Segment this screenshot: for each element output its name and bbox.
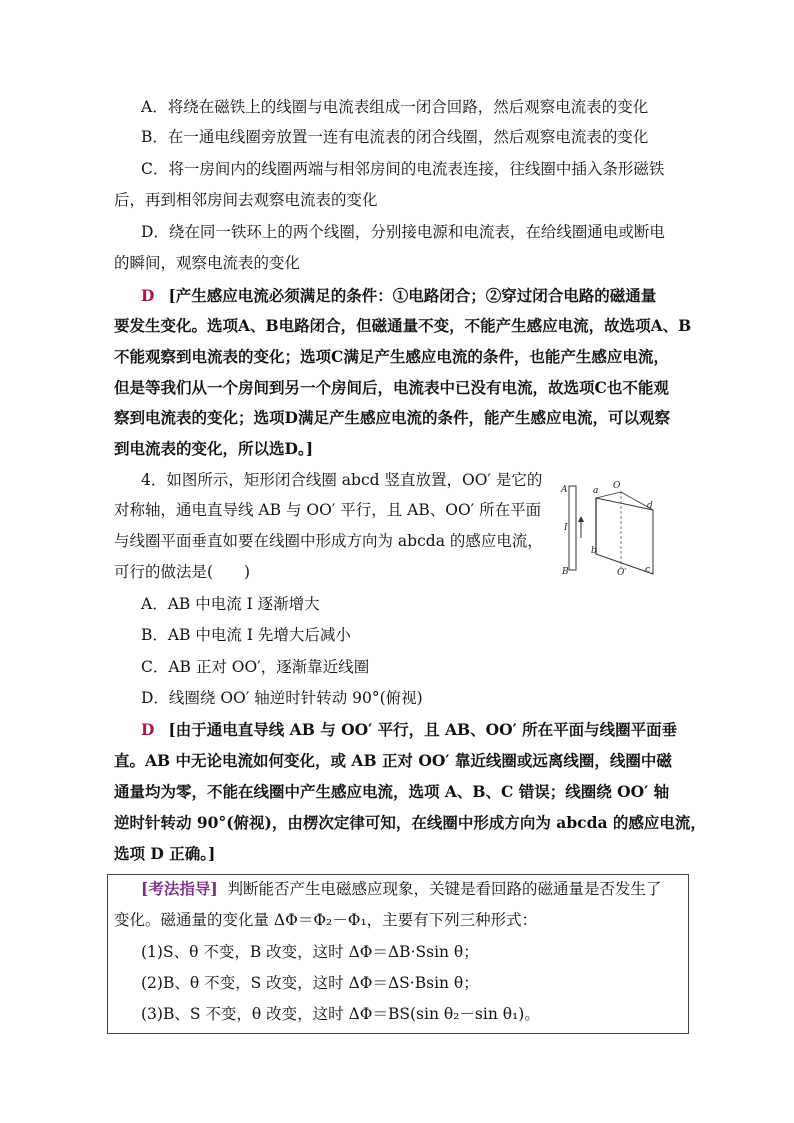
label-c: c (645, 565, 651, 575)
q3-explanation-line2: 要发生变化。选项A、B电路闭合，但磁通量不变，不能产生感应电流，故选项A、B (114, 316, 692, 335)
q4-explanation-text-1: [由于通电直导线 AB 与 OO′ 平行，且 AB、OO′ 所在平面与线圈平面垂 (168, 720, 678, 739)
q3-option-c-line2: 后，再到相邻房间去观察电流表的变化 (114, 191, 378, 209)
coil-abcd (596, 498, 653, 574)
q3-explanation-line5: 察到电流表的变化；选项D满足产生感应电流的条件，能产生感应电流，可以观察 (114, 408, 670, 427)
q4-explanation-line3: 通量均为零，不能在线圈中产生感应电流，选项 A、B、C 错误；线圈绕 OO′ 轴 (114, 782, 670, 801)
tip-line1 (141, 878, 662, 900)
q3-explanation-line4: 但是等我们从一个房间到另一个房间后，电流表中已没有电流，故选项C也不能观 (114, 378, 669, 397)
q4-option-a: A．AB 中电流 I 逐渐增大 (141, 595, 320, 613)
q3-explanation-line3: 不能观察到电流表的变化；选项C满足产生感应电流的条件，也能产生感应电流， (114, 347, 669, 366)
tip-tag: [考法指导] (141, 879, 218, 898)
tip-line2: 变化。磁通量的变化量 ΔΦ＝Φ₂－Φ₁，主要有下列三种形式： (114, 911, 538, 929)
tip-line1-text: 判断能否产生电磁感应现象，关键是看回路的磁通量是否发生了 (227, 880, 662, 898)
q4-stem-line4: 可行的做法是( ) (114, 563, 251, 581)
q4-stem-line3: 与线圈平面垂直如要在线圈中形成方向为 abcda 的感应电流， (114, 532, 543, 550)
q4-figure-coil-and-wire (555, 478, 675, 578)
q4-explanation-line4: 逆时针转动 90°(俯视)，由楞次定律可知，在线圈中形成方向为 abcda 的感应电流， (114, 813, 706, 832)
label-d: d (647, 501, 653, 511)
q4-stem-line1: 4．如图所示，矩形闭合线圈 abcd 竖直放置，OO′ 是它的 (141, 471, 543, 489)
wire-ab (569, 486, 576, 570)
q3-explanation-line1 (141, 285, 656, 307)
label-I: I (564, 523, 568, 533)
q3-explanation-text-1: [产生感应电流必须满足的条件：①电路闭合；②穿过闭合电路的磁通量 (168, 286, 657, 305)
q3-option-c-line1: C．将一房间内的线圈两端与相邻房间的电流表连接，往线圈中插入条形磁铁 (141, 160, 665, 178)
q4-option-c: C．AB 正对 OO′，逐渐靠近线圈 (141, 658, 370, 676)
q3-option-d-line1: D．绕在同一铁环上的两个线圈，分别接电源和电流表，在给线圈通电或断电 (141, 223, 665, 241)
q4-option-b: B．AB 中电流 I 先增大后减小 (141, 626, 351, 644)
label-a: a (593, 486, 599, 496)
q3-option-d-line2: 的瞬间，观察电流表的变化 (114, 254, 301, 272)
current-arrowhead (578, 516, 584, 522)
q4-explanation-line5: 选项 D 正确。] (114, 844, 216, 863)
q3-option-a: A．将绕在磁铁上的线圈与电流表组成一闭合回路，然后观察电流表的变化 (141, 98, 649, 116)
tip-case-2: (2)B、θ 不变，S 改变，这时 ΔΦ＝ΔS·Bsin θ； (141, 974, 479, 992)
q4-stem-line2: 对称轴，通电直导线 AB 与 OO′ 平行，且 AB、OO′ 所在平面 (114, 501, 542, 519)
label-b: b (591, 546, 597, 556)
q4-explanation-line1 (141, 719, 677, 741)
label-O-prime: O′ (617, 568, 627, 578)
q4-explanation-line2: 直。AB 中无论电流如何变化，或 AB 正对 OO′ 靠近线圈或远离线圈，线圈中磁 (114, 751, 672, 770)
q3-option-b: B．在一通电线圈旁放置一连有电流表的闭合线圈，然后观察电流表的变化 (141, 128, 649, 146)
q3-answer-letter: D (141, 286, 155, 305)
tip-case-3: (3)B、S 不变，θ 改变，这时 ΔΦ＝BS(sin θ₂－sin θ₁)。 (141, 1005, 540, 1023)
q4-answer-letter: D (141, 720, 155, 739)
label-A: A (561, 485, 568, 495)
label-B: B (562, 567, 569, 577)
label-O: O (613, 481, 621, 491)
coil-top-edge (596, 492, 621, 498)
q3-explanation-line6: 到电流表的变化，所以选D。] (114, 439, 314, 458)
tip-case-1: (1)S、θ 不变，B 改变，这时 ΔΦ＝ΔB·Ssin θ； (141, 943, 479, 961)
q4-option-d: D．线圈绕 OO′ 轴逆时针转动 90°(俯视) (141, 689, 423, 707)
